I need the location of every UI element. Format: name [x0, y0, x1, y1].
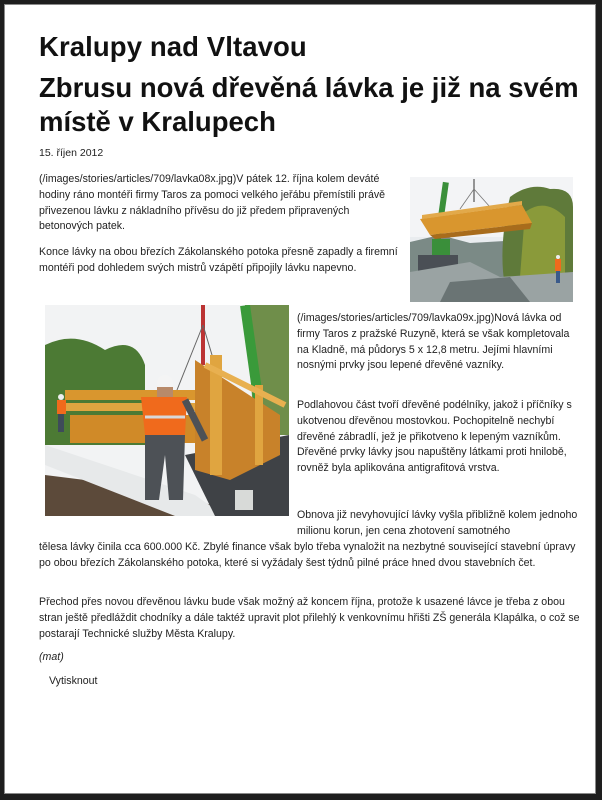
- paragraph-5-start: Obnova již nevyhovující lávky vyšla přibližně kolem jednoho milionu korun, jen cena zhotovení samotného: [297, 509, 578, 537]
- photo-crane-lifting-bridge: [410, 177, 573, 302]
- photo-worker-placing-bridge: [45, 305, 289, 516]
- site-title: Kralupy nad Vltavou: [39, 31, 307, 62]
- crane-bridge-image-icon: [410, 177, 573, 302]
- paragraph-2: Konce lávky na obou březích Zákolanského potoka přesně zapadly a firemní montéři pod dohledem svých mistrů vzápětí připojily lávku napevno.: [39, 246, 398, 274]
- worker-bridge-image-icon: [45, 305, 289, 516]
- paragraph-3: (/images/stories/articles/709/lavka09x.jpg)Nová lávka od firmy Taros z pražské Ruzyně, která se však kompletovala na Kladně, má půdorys 5 x 12,8 metru. Jejími hlavními nosnými prvky jsou lepené dřevěné vazníky.: [297, 312, 570, 372]
- document-page: [4, 4, 596, 794]
- article-title: Zbrusu nová dřevěná lávka je již na svém místě v Kralupech: [39, 72, 579, 137]
- article-date: 15. říjen 2012: [39, 147, 104, 159]
- paragraph-6: Přechod přes novou dřevěnou lávku bude však možný až koncem října, protože k usazené lávce je třeba z obou stran ještě předláždit chodníky a dále taktéž upravit plot přilehlý k venkovnímu hřišti ZŠ generála Klapálka, o což se postarají Technické služby Města Kralupy.: [39, 596, 580, 640]
- paragraph-1: (/images/stories/articles/709/lavka08x.jpg)V pátek 12. října kolem deváté hodiny ráno montéři firmy Taros za pomoci velkého jeřábu přemístili právě přivezenou lávku z nákladního přívěsu do již předem připravených betonových patek.: [39, 173, 386, 233]
- paragraph-4: Podlahovou část tvoří dřevěné podélníky, jakož i příčníky s ukotvenou dřevěnou mostovkou. Pochopitelně nechybí dřevěné zábradlí, jež je přikotveno k lepeným vazníkům. Dřevěné prvky lávky jsou napuštěny látkami proti hnilobě, rovněž byla aplikována antigrafitová vrstva.: [297, 399, 572, 475]
- print-link[interactable]: Vytisknout: [49, 675, 98, 687]
- paragraph-5-end: tělesa lávky činila cca 600.000 Kč. Zbylé finance však bylo třeba vynaložit na nezbytné související stavební úpravy po obou březích Zákolanského potoka, které si vyžádaly šest týdnů pilné práce hned dvou stavebních čet.: [39, 541, 576, 569]
- author-signature: (mat): [39, 651, 64, 663]
